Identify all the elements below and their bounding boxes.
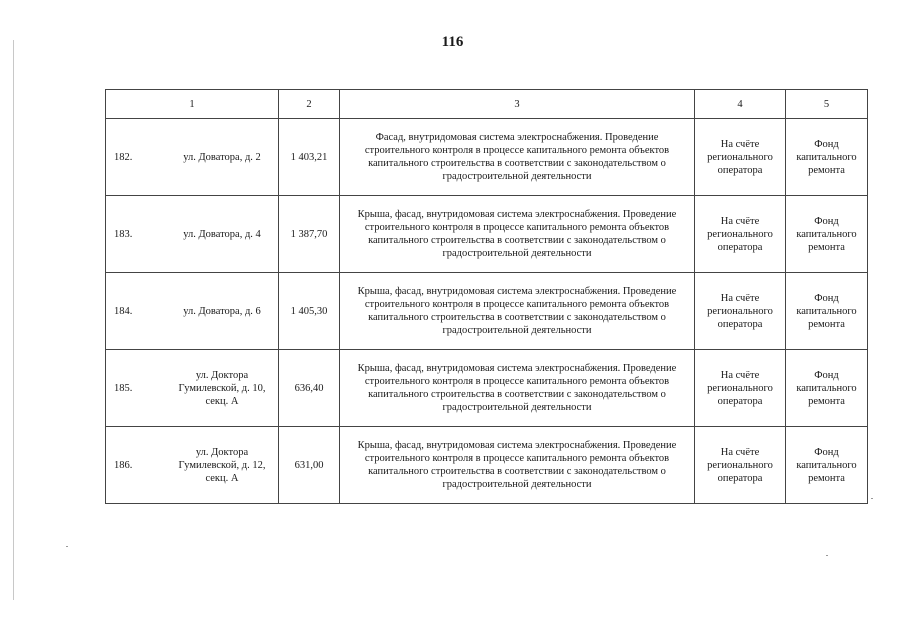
row-responsible: На счёте регионального оператора [695,119,786,196]
row-work-description: Крыша, фасад, внутридомовая система электроснабжения. Проведение строительного контроля в процессе капитального ремонта объектов капитального строительства в соответствии с законодательством о градостроительной деятельности [340,196,695,273]
row-fund: Фонд капитального ремонта [786,196,868,273]
row-address: ул. Доктора Гумилевской, д. 12, секц. А [166,427,279,504]
works-table [105,89,868,504]
row-responsible: На счёте регионального оператора [695,273,786,350]
row-fund: Фонд капитального ремонта [786,119,868,196]
row-number: 182. [106,119,167,196]
row-area: 631,00 [279,427,340,504]
scan-speck [871,498,873,499]
row-fund: Фонд капитального ремонта [786,273,868,350]
left-edge-mark [13,40,14,600]
row-address: ул. Доватора, д. 4 [166,196,279,273]
row-area: 1 387,70 [279,196,340,273]
table-row [106,196,868,273]
column-header: 3 [340,90,695,119]
row-number: 184. [106,273,167,350]
row-area: 636,40 [279,350,340,427]
row-responsible: На счёте регионального оператора [695,196,786,273]
row-work-description: Крыша, фасад, внутридомовая система электроснабжения. Проведение строительного контроля в процессе капитального ремонта объектов капитального строительства в соответствии с законодательством о градостроительной деятельности [340,350,695,427]
row-fund: Фонд капитального ремонта [786,427,868,504]
table-header-row [106,90,868,119]
column-header: 4 [695,90,786,119]
row-work-description: Крыша, фасад, внутридомовая система электроснабжения. Проведение строительного контроля в процессе капитального ремонта объектов капитального строительства в соответствии с законодательством о градостроительной деятельности [340,273,695,350]
column-header: 5 [786,90,868,119]
row-responsible: На счёте регионального оператора [695,350,786,427]
row-number: 185. [106,350,167,427]
row-address: ул. Доватора, д. 6 [166,273,279,350]
table-row [106,119,868,196]
column-header: 1 [106,90,279,119]
row-number: 186. [106,427,167,504]
row-work-description: Фасад, внутридомовая система электроснабжения. Проведение строительного контроля в процессе капитального ремонта объектов капитального строительства в соответствии с законодательством о градостроительной деятельности [340,119,695,196]
page-number: 116 [441,34,464,50]
scan-speck [826,555,828,556]
row-work-description: Крыша, фасад, внутридомовая система электроснабжения. Проведение строительного контроля в процессе капитального ремонта объектов капитального строительства в соответствии с законодательством о градостроительной деятельности [340,427,695,504]
column-header: 2 [279,90,340,119]
row-area: 1 403,21 [279,119,340,196]
row-area: 1 405,30 [279,273,340,350]
row-address: ул. Доктора Гумилевской, д. 10, секц. А [166,350,279,427]
row-number: 183. [106,196,167,273]
table-row [106,427,868,504]
table-row [106,350,868,427]
row-address: ул. Доватора, д. 2 [166,119,279,196]
table-row [106,273,868,350]
row-responsible: На счёте регионального оператора [695,427,786,504]
row-fund: Фонд капитального ремонта [786,350,868,427]
scan-speck [66,546,68,547]
